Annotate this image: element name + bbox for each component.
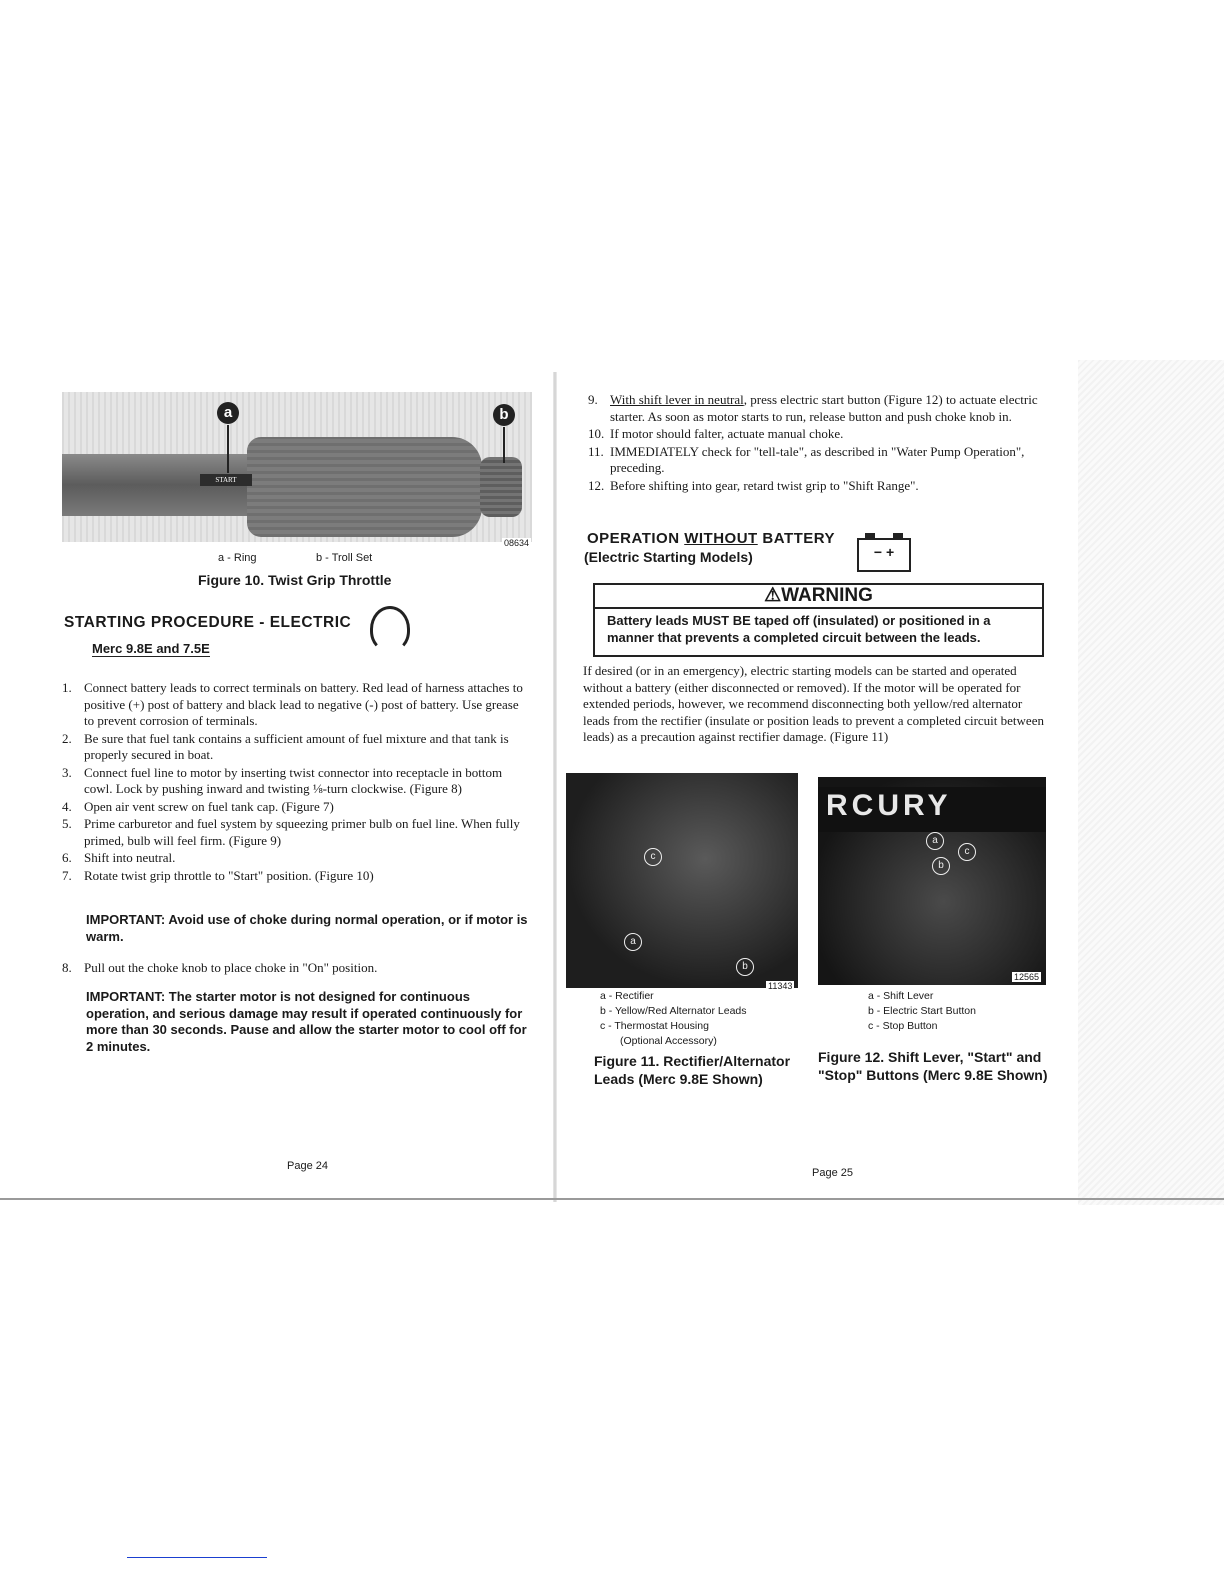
- step-text: Be sure that fuel tank contains a sufficient amount of fuel mixture and that tank is properly secured in boat.: [84, 730, 509, 762]
- legend-item: a - Rectifier: [600, 990, 654, 1002]
- list-item: [62, 765, 528, 798]
- figure-12-legend: [868, 989, 976, 1034]
- step-text: Connect battery leads to correct terminals on battery. Red lead of harness attaches to positive (+) post of battery and black lead to negative (-) post of battery. Use grease to prevent corrosion of terminals.: [84, 680, 523, 728]
- step-number: 1.: [62, 680, 72, 695]
- step-8-list: [62, 960, 528, 978]
- figure-11-photo-number: 11343: [768, 981, 793, 991]
- figure-10-legend-b: b - Troll Set: [316, 552, 373, 564]
- figure-10-photo-number: 08634: [504, 538, 530, 548]
- callout-a-icon: a: [624, 933, 642, 951]
- step-text: Pull out the choke knob to place choke in "On" position.: [84, 960, 378, 975]
- troll-set-knob: [480, 457, 522, 517]
- callout-a-icon: a: [217, 402, 239, 424]
- step-number: 2.: [62, 730, 72, 746]
- step-number: 4.: [62, 798, 72, 814]
- starting-steps-list: [62, 680, 528, 885]
- step-number: 8.: [62, 960, 72, 975]
- warning-title: ⚠WARNING: [595, 585, 1042, 609]
- list-item: [62, 850, 528, 867]
- step-text: Rotate twist grip throttle to "Start" position. (Figure 10): [84, 867, 374, 883]
- figure-11-legend: [600, 989, 747, 1049]
- figure-12-title: Figure 12. Shift Lever, "Start" and "Stop" Buttons (Merc 9.8E Shown): [818, 1049, 1048, 1083]
- step-text: Open air vent screw on fuel tank cap. (Figure 7): [84, 798, 334, 814]
- title-emphasis: WITHOUT: [684, 530, 758, 547]
- bottom-rule: [0, 1198, 1224, 1200]
- step-number: 7.: [62, 867, 72, 883]
- figure-10-legend-a: a - Ring: [218, 552, 257, 564]
- list-item: [588, 444, 1056, 477]
- step-number: 12.: [588, 477, 605, 493]
- model-subtitle: Merc 9.8E and 7.5E: [92, 641, 210, 656]
- list-item: [588, 392, 1056, 425]
- step-number: 5.: [62, 816, 72, 831]
- figure-12-photo: [818, 777, 1046, 985]
- adjacent-page-edge: [1078, 360, 1224, 1205]
- callout-c-icon: c: [644, 848, 662, 866]
- battery-symbol: − +: [873, 544, 895, 560]
- list-item: [588, 478, 1056, 495]
- battery-terminal: [865, 533, 875, 538]
- callout-a-arrow: [227, 425, 229, 473]
- step-text: Prime carburetor and fuel system by squeezing primer bulb on fuel line. When fully primed, bulb will feel firm. (Figure 9): [84, 816, 520, 848]
- step-number: 10.: [588, 426, 605, 441]
- legend-item: (Optional Accessory): [620, 1035, 717, 1047]
- callout-b-icon: b: [736, 958, 754, 976]
- list-item: [62, 680, 528, 730]
- legend-item: c - Stop Button: [868, 1020, 938, 1032]
- warning-text: Battery leads MUST BE taped off (insulated) or positioned in a manner that prevents a completed circuit between the leads.: [607, 613, 991, 645]
- list-item: [62, 799, 528, 816]
- page-gutter: [553, 372, 557, 1202]
- figure-11-title: Figure 11. Rectifier/Alternator Leads (Merc 9.8E Shown): [594, 1053, 791, 1087]
- step-lead: With shift lever in neutral: [610, 392, 744, 407]
- step-number: 3.: [62, 764, 72, 780]
- list-item: [62, 731, 528, 764]
- step-number: 11.: [588, 443, 604, 459]
- figure-10-photo: [62, 392, 532, 542]
- list-item: [588, 426, 1056, 443]
- list-item: [62, 960, 528, 977]
- page-number-right: Page 25: [812, 1167, 853, 1179]
- callout-b-icon: b: [493, 404, 515, 426]
- step-text: , press electric start button (Figure 12) to actuate electric starter. As soon as motor starts to run, release button and push choke knob in.: [610, 392, 1038, 424]
- brand-text: RCURY: [826, 789, 952, 822]
- battery-terminal: [893, 533, 903, 538]
- right-steps-list: [588, 392, 1056, 495]
- step-text: Shift into neutral.: [84, 850, 176, 865]
- figure-11-photo: [566, 773, 798, 988]
- figure-10-title: Figure 10. Twist Grip Throttle: [198, 572, 392, 588]
- list-item: [62, 816, 528, 849]
- step-text: Connect fuel line to motor by inserting twist connector into receptacle in bottom cowl. Lock by pushing inward and twisting ⅛-turn clockwise. (Figure 8): [84, 764, 503, 796]
- legend-item: b - Yellow/Red Alternator Leads: [600, 1005, 747, 1017]
- section-title-operation-without-battery: [587, 530, 835, 547]
- battery-paragraph: If desired (or in an emergency), electric starting models can be started and operated without a battery (either disconnected or removed). If the motor will be operated for extended periods, however, we recommend disconnecting both yellow/red alternator leads from the rectifier (insulate or position leads to prevent a completed circuit between leads) as a precaution against rectifier damage. (Figure 11): [583, 663, 1044, 744]
- title-part: BATTERY: [757, 530, 836, 547]
- step-text: Before shifting into gear, retard twist grip to "Shift Range".: [610, 477, 919, 493]
- section-subtitle: (Electric Starting Models): [584, 549, 753, 565]
- legend-item: c - Thermostat Housing: [600, 1020, 709, 1032]
- legend-item: a - Shift Lever: [868, 990, 934, 1002]
- legend-item: b - Electric Start Button: [868, 1005, 976, 1017]
- callout-c-icon: c: [958, 843, 976, 861]
- important-note-choke: IMPORTANT: Avoid use of choke during normal operation, or if motor is warm.: [86, 912, 528, 944]
- start-ring-label: START: [200, 474, 252, 486]
- warning-box: [593, 583, 1044, 657]
- step-text: IMMEDIATELY check for "tell-tale", as described in "Water Pump Operation", preceding.: [610, 443, 1025, 475]
- callout-a-icon: a: [926, 832, 944, 850]
- callout-b-icon: b: [932, 857, 950, 875]
- step-number: 6.: [62, 850, 72, 865]
- step-text: If motor should falter, actuate manual choke.: [610, 426, 844, 441]
- list-item: [62, 868, 528, 885]
- twist-grip: [247, 437, 482, 537]
- important-note-starter: IMPORTANT: The starter motor is not designed for continuous operation, and serious damage may result if operated continuously for more than 30 seconds. Pause and allow the starter motor to cool off for 2 minutes.: [86, 989, 527, 1054]
- section-title-starting-procedure: STARTING PROCEDURE - ELECTRIC: [64, 614, 352, 631]
- choke-icon: [370, 606, 410, 652]
- battery-icon: [857, 538, 911, 572]
- figure-12-photo-number: 12565: [1014, 972, 1040, 982]
- page-number-left: Page 24: [287, 1160, 328, 1172]
- title-part: OPERATION: [587, 530, 685, 547]
- callout-b-arrow: [503, 427, 505, 463]
- step-number: 9.: [588, 392, 598, 407]
- blue-rule: [127, 1557, 267, 1558]
